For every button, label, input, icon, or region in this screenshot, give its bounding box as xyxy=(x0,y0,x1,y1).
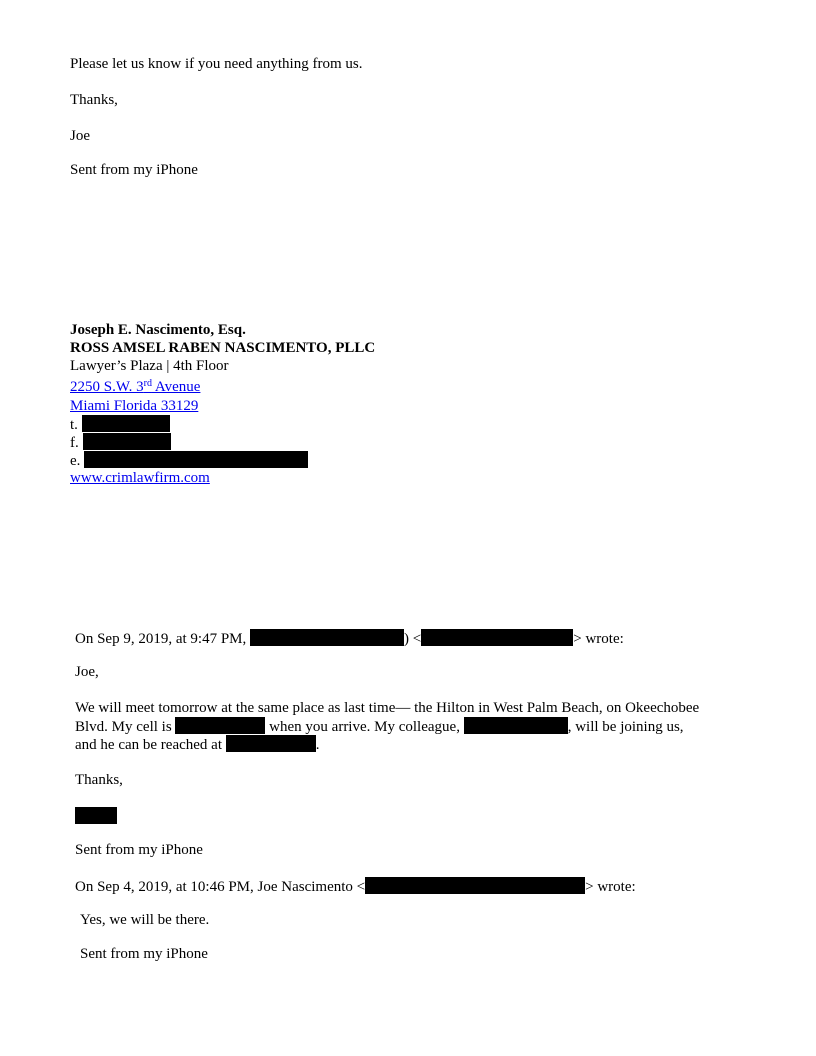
text-segment: when you arrive. My colleague, xyxy=(269,719,460,735)
address-city-link[interactable]: Miami Florida 33129 xyxy=(70,398,199,414)
redaction-box xyxy=(464,717,568,734)
reply-signature-name xyxy=(75,807,117,826)
reply-body-line xyxy=(75,717,684,736)
signature-building: Lawyer’s Plaza | 4th Floor xyxy=(70,358,229,374)
redaction-box xyxy=(250,629,404,646)
reply-header-date: On Sep 4, 2019, at 10:46 PM, Joe Nascimento < xyxy=(75,879,366,895)
reply-header xyxy=(75,877,636,896)
redaction-box xyxy=(84,451,308,468)
address-street-link[interactable] xyxy=(70,378,200,396)
message-line: Please let us know if you need anything from us. xyxy=(70,56,363,72)
redaction-box xyxy=(75,807,117,824)
text-segment: , will be joining us, xyxy=(567,719,684,735)
redaction-box xyxy=(82,415,170,432)
sent-from-footer: Sent from my iPhone xyxy=(70,162,198,178)
phone-row xyxy=(70,415,170,434)
fax-row xyxy=(70,433,171,452)
signature-firm: ROSS AMSEL RABEN NASCIMENTO, PLLC xyxy=(70,340,376,356)
reply-thanks: Thanks, xyxy=(75,772,123,788)
reply-header-wrote: > wrote: xyxy=(585,879,636,895)
closing-thanks: Thanks, xyxy=(70,92,118,108)
redaction-box xyxy=(175,717,265,734)
redaction-box xyxy=(421,629,573,646)
reply-body-line: We will meet tomorrow at the same place as last time— the Hilton in West Palm Beach, on Okeechobee xyxy=(75,700,700,716)
phone-label: t. xyxy=(70,417,78,433)
text-segment: and he can be reached at xyxy=(75,737,222,753)
reply-greeting: Joe, xyxy=(75,664,99,680)
email-row xyxy=(70,451,308,470)
redaction-box xyxy=(365,877,585,894)
sent-from-footer: Sent from my iPhone xyxy=(80,946,208,962)
email-label: e. xyxy=(70,453,81,469)
street-ordinal: rd xyxy=(143,378,152,389)
reply-body-line: Yes, we will be there. xyxy=(80,912,210,928)
fax-label: f. xyxy=(70,435,79,451)
text-segment: Blvd. My cell is xyxy=(75,719,172,735)
sent-from-footer: Sent from my iPhone xyxy=(75,842,203,858)
website-link[interactable]: www.crimlawfirm.com xyxy=(70,470,210,486)
reply-header-separator: ) < xyxy=(404,631,422,647)
redaction-box xyxy=(226,735,316,752)
redaction-box xyxy=(83,433,171,450)
sender-name: Joe xyxy=(70,128,90,144)
signature-name: Joseph E. Nascimento, Esq. xyxy=(70,322,246,338)
reply-body-line xyxy=(75,735,320,754)
text-segment: . xyxy=(315,737,320,753)
street-number: 2250 S.W. 3 xyxy=(70,379,144,395)
reply-header-wrote: > wrote: xyxy=(573,631,624,647)
reply-header-date: On Sep 9, 2019, at 9:47 PM, xyxy=(75,631,247,647)
reply-header xyxy=(75,629,624,648)
street-name: Avenue xyxy=(151,379,201,395)
